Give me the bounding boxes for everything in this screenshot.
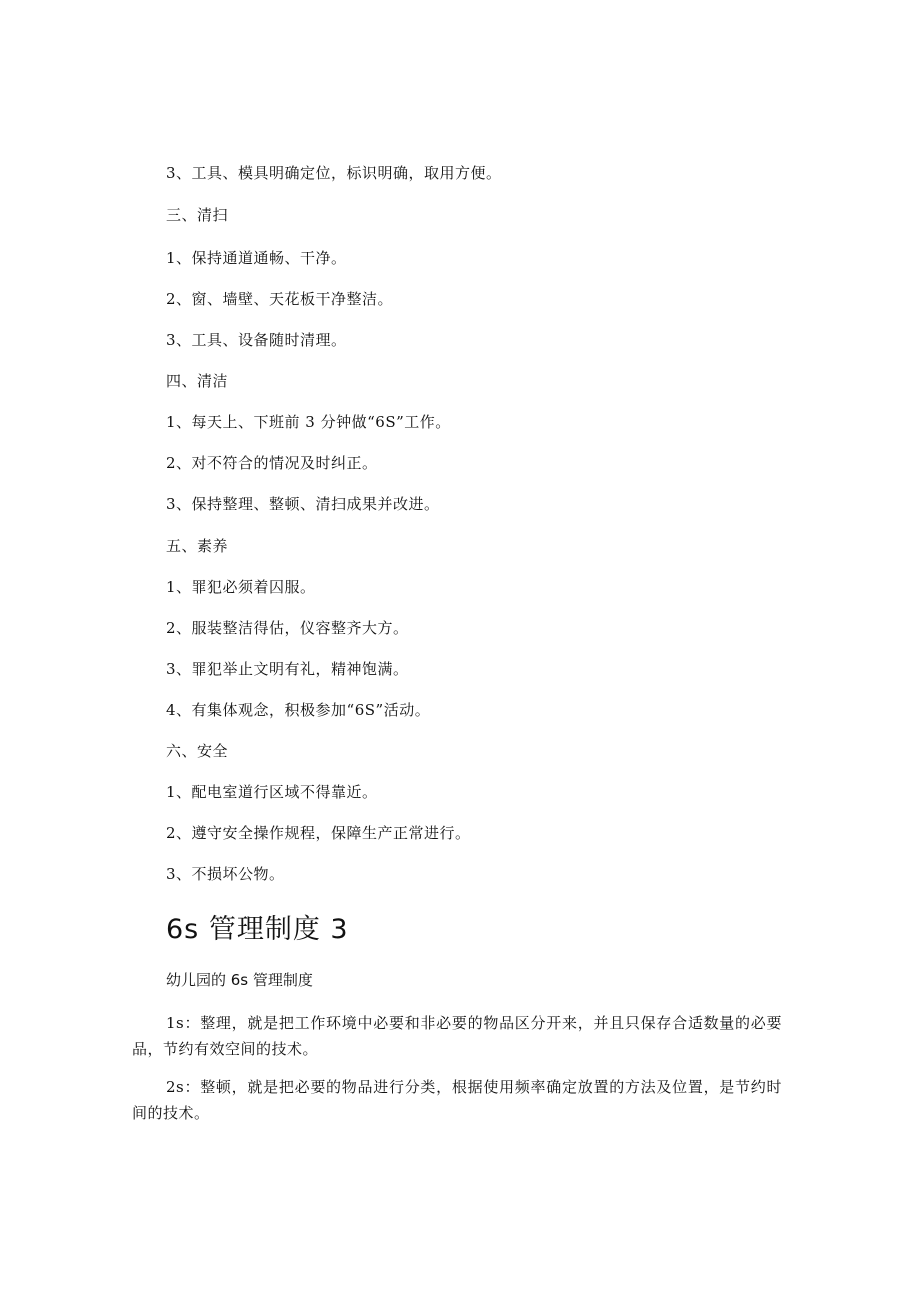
text-line: 1、每天上、下班前 3 分钟做“6S”工作。 xyxy=(166,413,451,431)
document-heading: 6s 管理制度 3 xyxy=(166,914,349,945)
paragraph: 1s：整理，就是把工作环境中必要和非必要的物品区分开来，并且只保存合适数量的必要品，节约有效空间的技术。 xyxy=(132,1014,782,1058)
text-line: 3、工具、模具明确定位，标识明确，取用方便。 xyxy=(166,164,502,182)
text-line: 1、配电室道行区域不得靠近。 xyxy=(166,783,378,801)
text-line: 3、不损坏公物。 xyxy=(166,865,285,883)
text-line: 1、保持通道通畅、干净。 xyxy=(166,249,347,267)
text-line: 1、罪犯必须着囚服。 xyxy=(166,578,316,596)
text-line: 3、罪犯举止文明有礼，精神饱满。 xyxy=(166,660,409,678)
text-line: 3、工具、设备随时清理。 xyxy=(166,331,347,349)
text-line: 2、服装整洁得估，仪容整齐大方。 xyxy=(166,619,409,637)
text-line: 3、保持整理、整顿、清扫成果并改进。 xyxy=(166,495,440,513)
section-heading-safety: 六、安全 xyxy=(166,742,229,760)
section-heading-tidiness: 四、清洁 xyxy=(166,372,229,390)
paragraph: 2s：整顿，就是把必要的物品进行分类，根据使用频率确定放置的方法及位置，是节约时间的技术。 xyxy=(132,1078,782,1122)
document-subtitle: 幼儿园的 6s 管理制度 xyxy=(166,971,313,989)
text-line: 2、遵守安全操作规程，保障生产正常进行。 xyxy=(166,824,471,842)
text-line: 2、对不符合的情况及时纠正。 xyxy=(166,454,378,472)
section-heading-discipline: 五、素养 xyxy=(166,537,229,555)
text-line: 2、窗、墙壁、天花板干净整洁。 xyxy=(166,290,394,308)
text-line: 4、有集体观念，积极参加“6S”活动。 xyxy=(166,701,431,719)
section-heading-cleaning: 三、清扫 xyxy=(166,206,229,224)
